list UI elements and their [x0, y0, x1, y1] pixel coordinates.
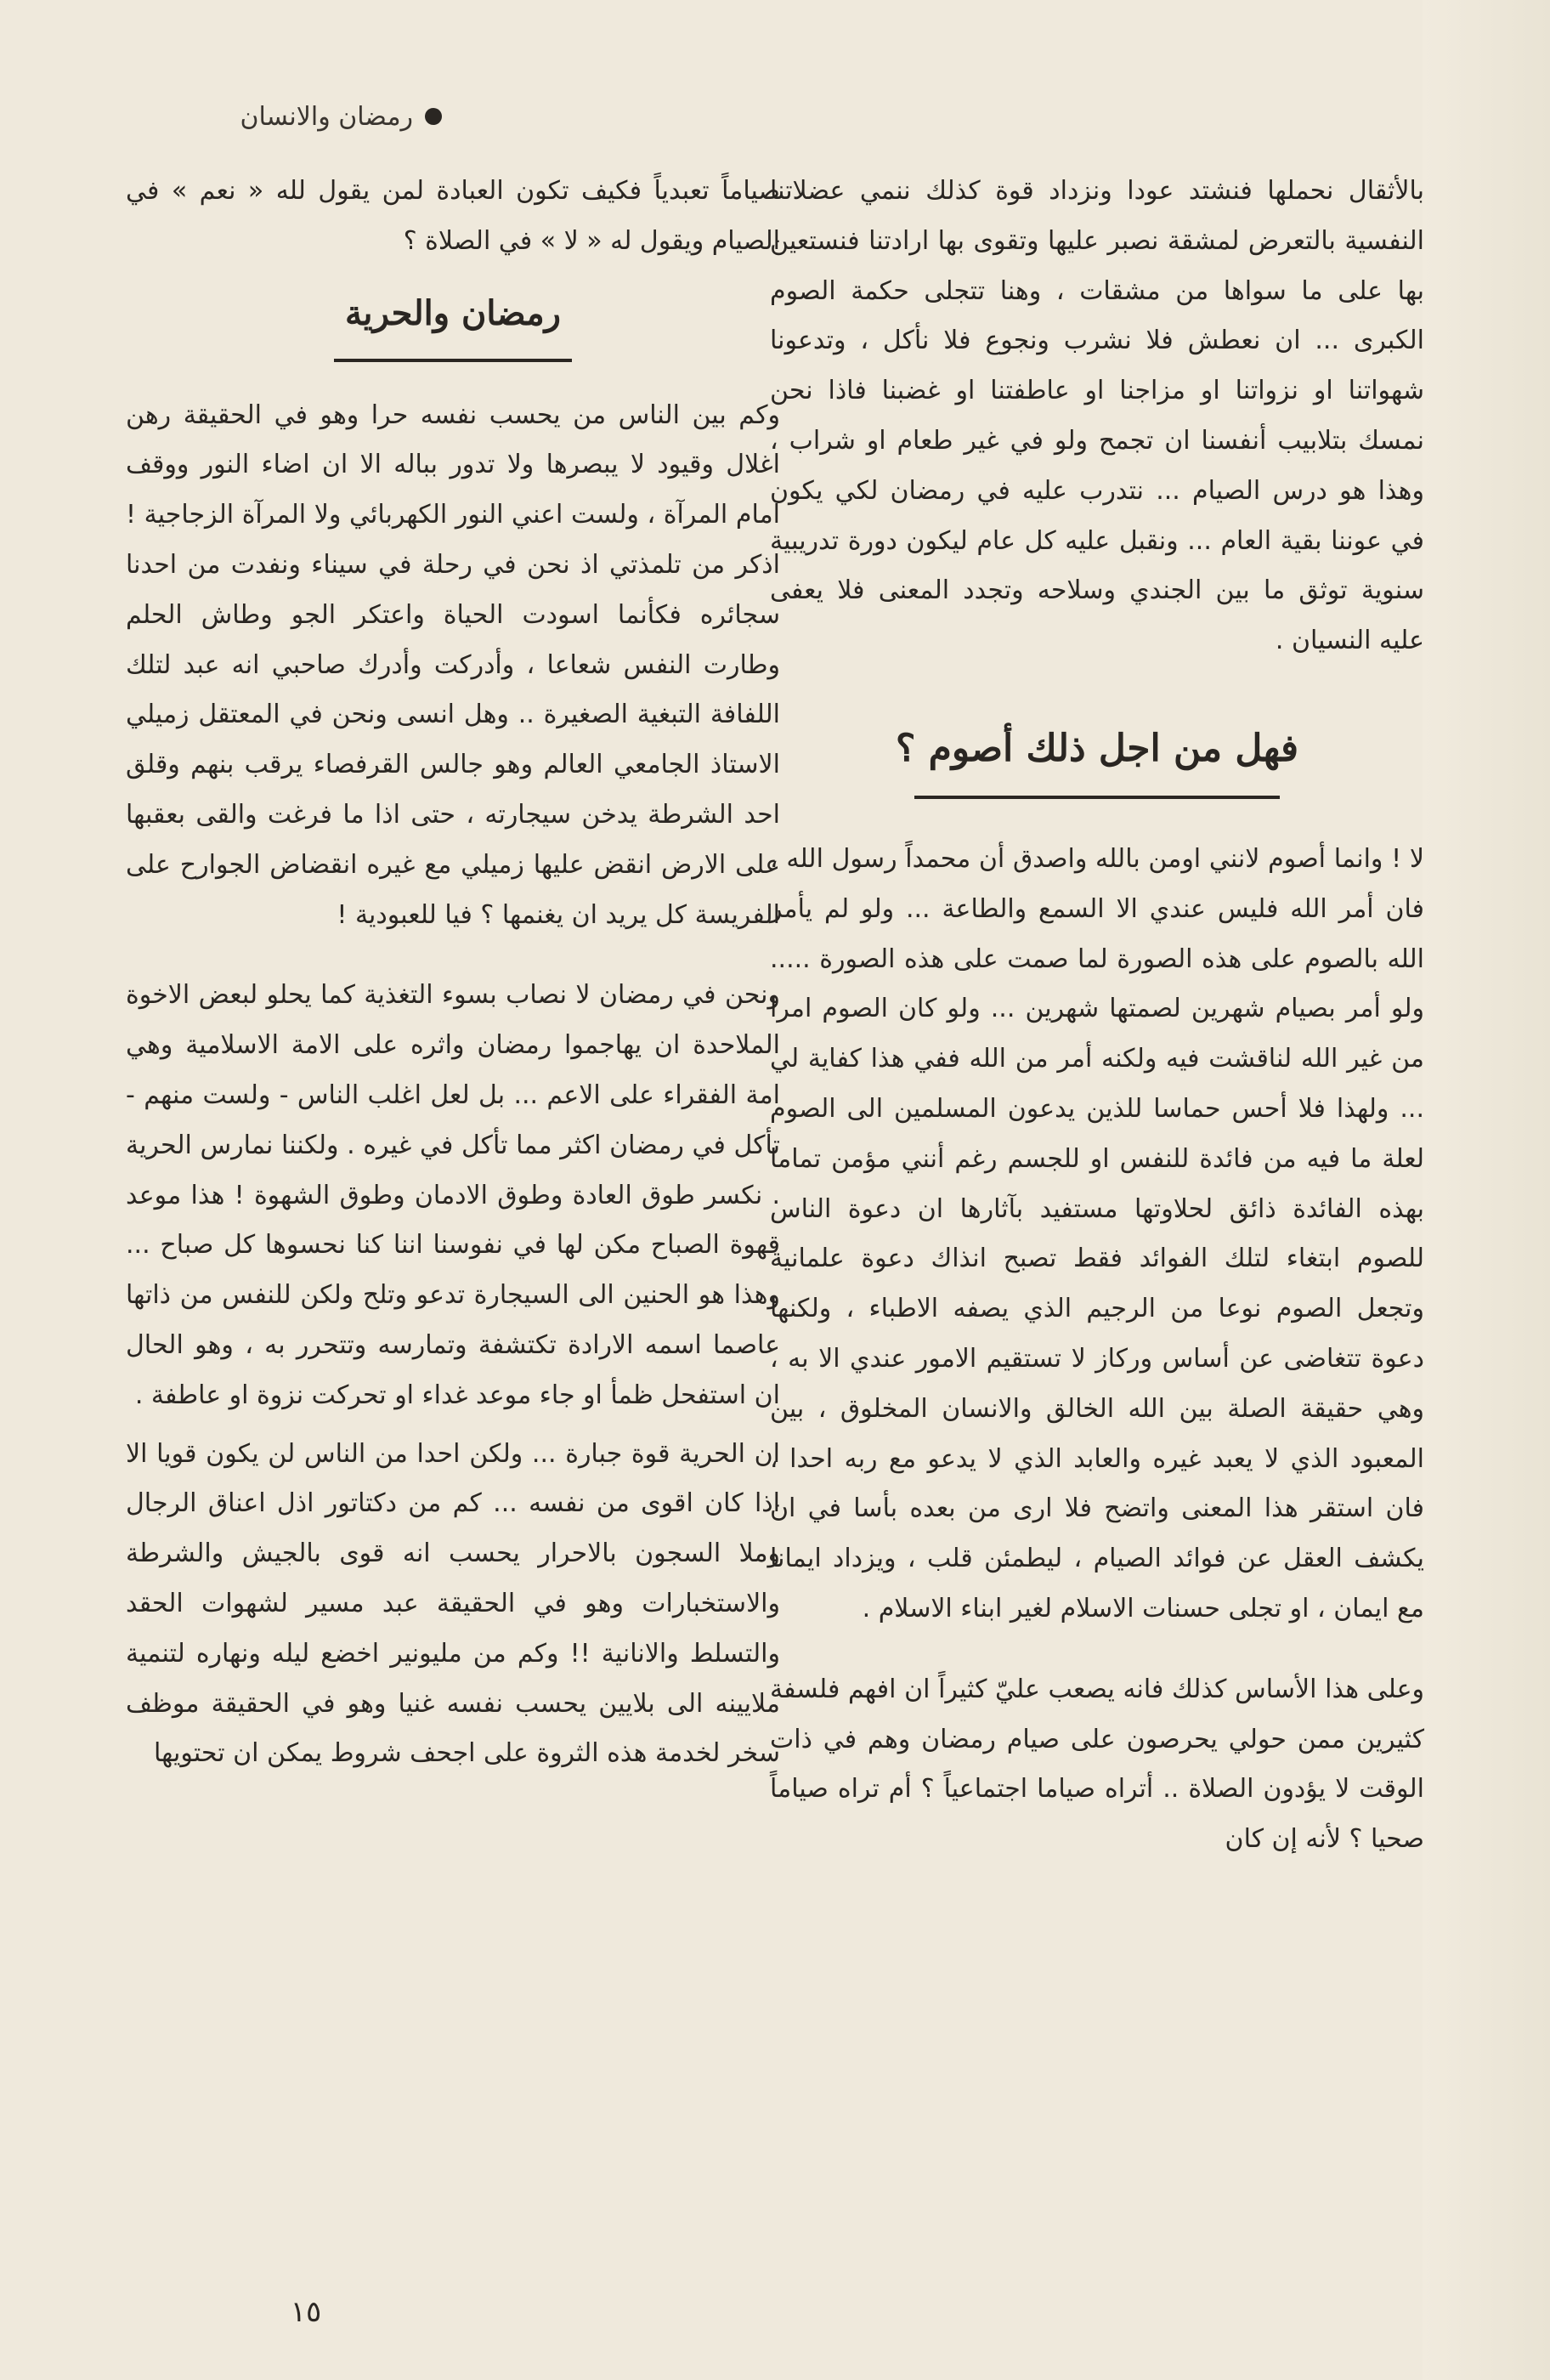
paragraph: وعلى هذا الأساس كذلك فانه يصعب عليّ كثيراً ان افهم فلسفة كثيرين ممن حولي يحرصون على صيام رمضان وهم في ذات الوقت لا يؤدون الصلاة .. أتراه صياما اجتماعياً ؟ أم تراه صياماً صحيا ؟ لأنه إن كان — [770, 1674, 1424, 1855]
section-heading-block — [770, 719, 1424, 799]
running-header — [136, 95, 442, 138]
section-heading: فهل من اجل ذلك أصوم ؟ — [895, 726, 1299, 770]
scan-shadow-edge — [1423, 0, 1550, 2380]
paragraph: صياماً تعبدياً فكيف تكون العبادة لمن يقول لله « نعم » في الصيام ويقول له « لا » في الصلاة ؟ — [126, 176, 780, 256]
running-title: رمضان والانسان — [240, 101, 413, 132]
paragraph: وكم بين الناس من يحسب نفسه حرا وهو في الحقيقة رهن اغلال وقيود لا يبصرها ولا تدور بباله الا ان اضاء النور ووقف امام المرآة ، ولست اعني النور الكهربائي ولا المرآة الزجاجية ! اذكر من تلمذتي اذ نحن في رحلة في سيناء ونفدت من احدنا سجائره فكأنما اسودت الحياة واعتكر الجو وطاش الحلم وطارت النفس شعاعا ، وأدركت وأدرك صاحبي انه عبد لتلك اللفافة التبغية الصغيرة .. وهل انسى ونحن في المعتقل زميلي الاستاذ الجامعي العالم وهو جالس القرفصاء يرقب بنهم وقلق احد الشرطة يدخن سيجارته ، حتى اذا ما فرغت والقى بعقبها على الارض انقض عليها زميلي مع غيره انقضاض الجوارح على الفريسة كل يريد ان يغنمها ؟ فيا للعبودية ! — [126, 400, 780, 930]
section-heading-block — [126, 284, 780, 362]
paragraph: لا ! وانما أصوم لانني اومن بالله واصدق أن محمداً رسول الله ، فان أمر الله فليس عندي الا السمع والطاعة ... ولو لم يأمر الله بالصوم على هذه الصورة لما صمت على هذه الصورة ..... ولو أمر بصيام شهرين لصمتها شهرين ... ولو كان الصوم امرا من غير الله لناقشت فيه ولكنه أمر من الله ففي هذا كفاية لي ... ولهذا فلا أحس حماسا للذين يدعون المسلمين الى الصوم لعلة ما فيه من فائدة للنفس او للجسم رغم أنني مؤمن تماما بهذه الفائدة ذائق لحلاوتها مستفيد بآثارها ان دعوة الناس للصوم ابتغاء لتلك الفوائد فقط تصبح انذاك دعوة علمانية وتجعل الصوم نوعا من الرجيم الذي يصفه الاطباء ، ولكنها دعوة تتغاضى عن أساس وركاز لا تستقيم الامور عندي الا به ، وهي حقيقة الصلة بين الله الخالق والانسان المخلوق ، بين المعبود الذي لا يعبد غيره والعابد الذي لا يدعو مع ربه احدا ، فان استقر هذا المعنى واتضح فلا ارى من بعده بأسا في ان يكشف العقل عن فوائد الصيام ، ليطمئن قلب ، ويزداد ايمانا مع ايمان ، او تجلى حسنات الاسلام لغير ابناء الاسلام . — [770, 843, 1424, 1624]
paragraph: ونحن في رمضان لا نصاب بسوء التغذية كما يحلو لبعض الاخوة الملاحدة ان يهاجموا رمضان واثره على الامة الاسلامية وهي امة الفقراء على الاعم ... بل لعل اغلب الناس - ولست منهم - تأكل في رمضان اكثر مما تأكل في غيره . ولكننا نمارس الحرية . نكسر طوق العادة وطوق الادمان وطوق الشهوة ! هذا موعد قهوة الصباح مكن لها في نفوسنا اننا كنا نحسوها كل صباح ... وهذا هو الحنين الى السيجارة تدعو وتلح ولكن للنفس من ذاتها عاصما اسمه الارادة تكتشفة وتمارسه وتتحرر به ، وهو الحال ان استفحل ظمأ او جاء موعد غداء او تحركت نزوة او عاطفة . — [126, 980, 780, 1410]
left-column — [126, 167, 780, 1779]
header-bullet-icon — [425, 108, 442, 125]
section-heading: رمضان والحرية — [344, 292, 561, 333]
heading-underline — [914, 796, 1280, 799]
heading-underline — [334, 359, 572, 362]
page-number: ١٥ — [290, 2295, 322, 2329]
right-column — [770, 167, 1424, 1865]
paragraph: ان الحرية قوة جبارة ... ولكن احدا من الناس لن يكون قويا الا اذا كان اقوى من نفسه ... كم من دكتاتور اذل اعناق الرجال وملا السجون بالاحرار يحسب انه قوى بالجيش والشرطة والاستخبارات وهو في الحقيقة عبد مسير لشهوات الحقد والتسلط والانانية !! وكم من مليونير اخضع ليله ونهاره لتنمية ملايينه الى بلايين يحسب نفسه غنيا وهو في الحقيقة موظف سخر لخدمة هذه الثروة على اجحف شروط يمكن ان تحتويها — [126, 1438, 780, 1769]
paragraph: بالأثقال نحملها فنشتد عودا ونزداد قوة كذلك ننمي عضلاتنا النفسية بالتعرض لمشقة نصبر عليها وتقوى بها ارادتنا فنستعين بها على ما سواها من مشقات ، وهنا تتجلى حكمة الصوم الكبرى ... ان نعطش فلا نشرب ونجوع فلا نأكل ، وتدعونا شهواتنا او نزواتنا او مزاجنا او عاطفتنا او غضبنا فاذا نحن نمسك بتلابيب أنفسنا ان تجمح ولو في غير طعام او شراب ، وهذا هو درس الصيام ... نتدرب عليه في رمضان لكي يكون في عوننا بقية العام ... ونقبل عليه كل عام ليكون دورة تدريبية سنوية توثق ما بين الجندي وسلاحه وتجدد المعنى فلا يعفى عليه النسيان . — [770, 176, 1424, 656]
